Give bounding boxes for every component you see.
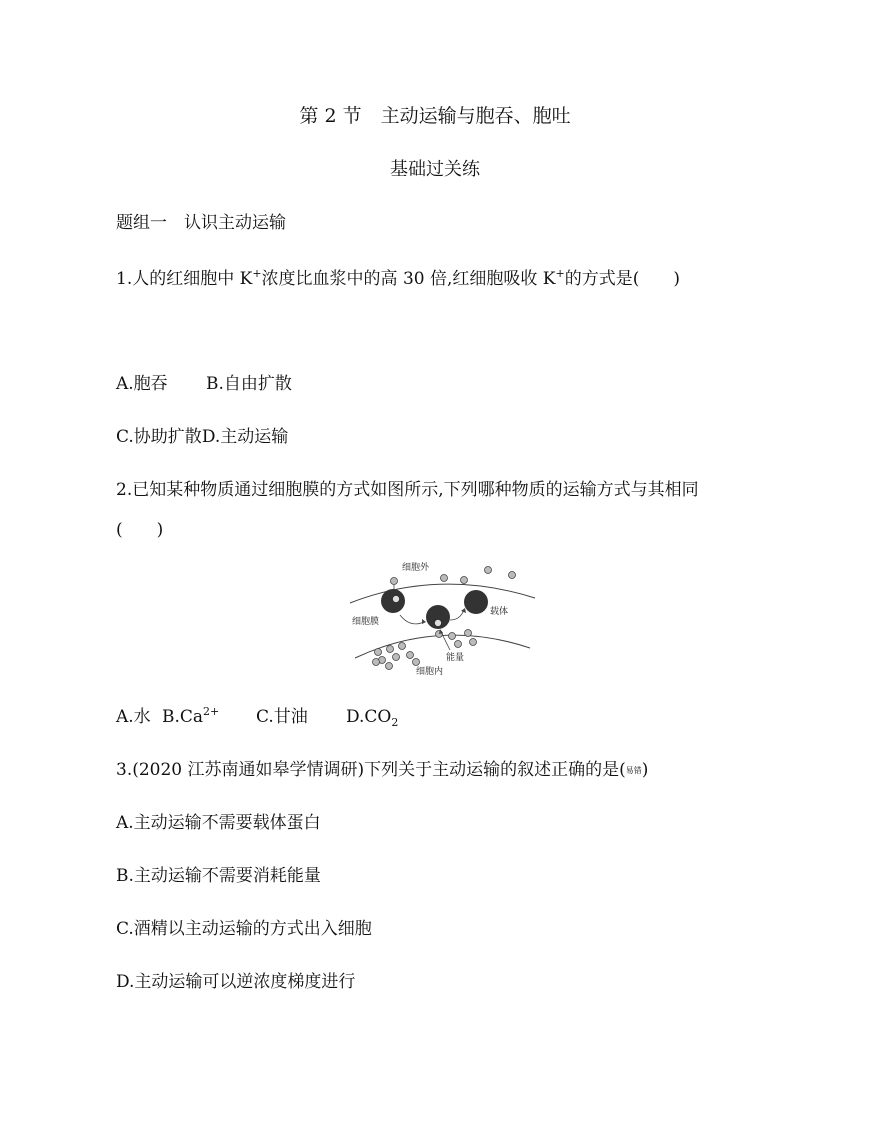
q1-option-b[interactable]: B.自由扩散 (206, 374, 292, 394)
question-2-stem: 2.已知某种物质通过细胞膜的方式如图所示,下列哪种物质的运输方式与其相同 (116, 480, 699, 500)
question-group-heading: 题组一 认识主动运输 (116, 213, 286, 233)
membrane-inner-curve (355, 635, 530, 658)
page-title: 第 2 节 主动运输与胞吞、胞吐 (299, 105, 571, 127)
membrane-transport-figure (340, 558, 540, 682)
label-outside: 细胞外 (402, 563, 430, 573)
q3-option-a[interactable]: A.主动运输不需要载体蛋白 (116, 813, 321, 833)
q2-option-d-text: D.CO (346, 707, 392, 727)
q1-option-d[interactable]: D.主动运输 (201, 427, 289, 447)
q2-option-b-text: B.Ca (162, 707, 204, 727)
molecule (465, 630, 472, 637)
q2-option-c[interactable]: C.甘油 (256, 707, 308, 727)
q1-superscript-1: + (252, 267, 262, 280)
q3-option-c[interactable]: C.酒精以主动运输的方式出入细胞 (116, 919, 372, 939)
q1-option-a[interactable]: A.胞吞 (116, 374, 168, 394)
q3-difficulty-tag: 易错 (625, 766, 642, 775)
molecule (391, 578, 398, 585)
label-membrane: 细胞膜 (352, 617, 380, 627)
molecule (449, 633, 456, 640)
bound-molecule (435, 620, 442, 627)
q3-stem-text: 3.(2020 江苏南通如皋学情调研)下列关于主动运输的叙述正确的是( (116, 760, 626, 780)
molecule (387, 646, 394, 653)
question-3-stem (116, 755, 648, 780)
molecule (455, 641, 462, 648)
question-1-options-row-1 (116, 369, 292, 394)
q2-option-b-superscript: 2+ (203, 705, 220, 718)
molecule (413, 659, 420, 666)
membrane-outer-curve (350, 584, 535, 603)
q2-option-d[interactable] (346, 707, 398, 727)
molecule (461, 577, 468, 584)
q2-option-d-subscript: 2 (391, 716, 399, 729)
q3-stem-close: ) (641, 760, 649, 780)
molecule (399, 643, 406, 650)
q2-option-a[interactable]: A.水 (116, 707, 151, 727)
q2-option-b[interactable] (162, 707, 256, 727)
carrier-protein-3 (464, 590, 488, 614)
question-2-options (116, 702, 398, 727)
molecule (375, 649, 382, 656)
q1-option-c[interactable]: C.协助扩散 (116, 427, 202, 447)
q1-stem-part-c: 的方式是( ) (564, 269, 680, 289)
question-1-stem (116, 264, 680, 289)
molecule (509, 572, 516, 579)
q1-superscript-2: + (555, 267, 565, 280)
q3-option-b[interactable]: B.主动运输不需要消耗能量 (116, 866, 321, 886)
label-inside: 细胞内 (416, 667, 444, 677)
q1-stem-part-b: 浓度比血浆中的高 30 倍,红细胞吸收 K (261, 269, 556, 289)
section-subtitle: 基础过关练 (390, 159, 480, 180)
molecule (441, 575, 448, 582)
question-2-answer-paren: ( ) (116, 520, 164, 540)
molecule (470, 639, 477, 646)
molecule (373, 659, 380, 666)
molecule (407, 652, 414, 659)
q1-stem-part-a: 1.人的红细胞中 K (116, 269, 253, 289)
q3-option-d[interactable]: D.主动运输可以逆浓度梯度进行 (116, 972, 356, 992)
label-energy: 能量 (446, 653, 465, 663)
question-1-options-row-2 (116, 422, 288, 447)
bound-molecule (393, 596, 400, 603)
label-carrier: 载体 (490, 607, 509, 617)
molecule (386, 663, 393, 670)
molecule (393, 654, 400, 661)
molecule (485, 567, 492, 574)
